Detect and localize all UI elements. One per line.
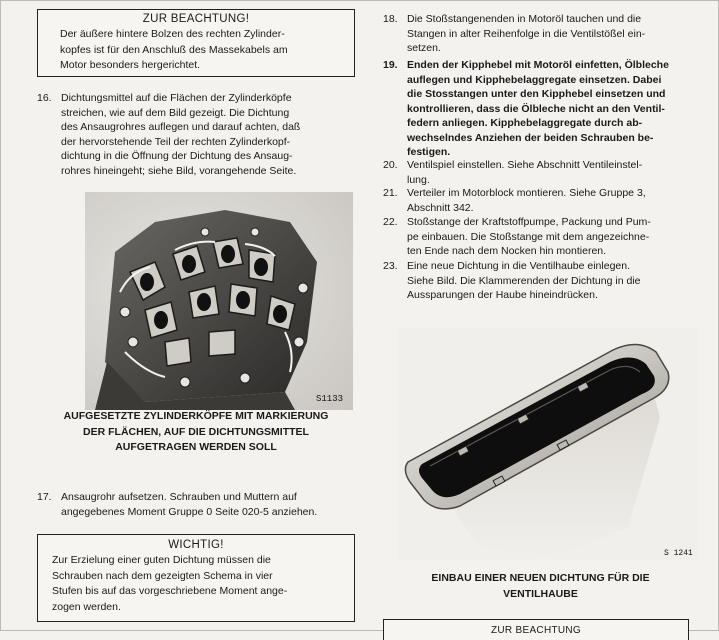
step-line: wechselndes Anziehen der beiden Schrauben be- bbox=[407, 131, 654, 144]
step-number: 21. bbox=[383, 187, 398, 199]
photo-code: S1133 bbox=[316, 394, 344, 404]
step-number: 20. bbox=[383, 159, 398, 171]
notice-zur-beachtung bbox=[37, 9, 355, 77]
step-text bbox=[407, 259, 698, 303]
step-line: auflegen und Kipphebelaggregate einsetzen. Dabei bbox=[407, 73, 662, 86]
step-line: der hervorstehende Teil der rechten Zylinderkopf- bbox=[61, 135, 291, 148]
step-line: pe einbauen. Die Stoßstange mit dem angezeichne- bbox=[407, 230, 650, 243]
step-line: Abschnitt 342. bbox=[407, 201, 474, 214]
step-line: setzen. bbox=[407, 42, 441, 54]
step-line: Ansaugrohr aufsetzen. Schrauben und Muttern auf bbox=[61, 491, 297, 503]
step-number: 17. bbox=[37, 491, 52, 503]
notice-title: ZUR BEACHTUNG! bbox=[142, 13, 250, 25]
step-line: Stangen in alter Reihenfolge in die Ventilstößel ein- bbox=[407, 27, 646, 40]
step-line: Siehe Bild. Die Klammerenden der Dichtung in die bbox=[407, 274, 641, 287]
step-line: Stoßstange der Kraftstoffpumpe, Packung und Pum- bbox=[407, 216, 651, 228]
step-text bbox=[61, 91, 355, 178]
notice-text bbox=[38, 25, 354, 74]
step-text bbox=[407, 186, 698, 215]
step-line: Aussparungen der Haube hineindrücken. bbox=[407, 289, 598, 301]
photo-code: S 1241 bbox=[664, 549, 693, 558]
step-line: streichen, wie auf dem Bild gezeigt. Die Dichtung bbox=[61, 106, 290, 119]
step-line: die Stosstangen unter den Kipphebel einsetzen und bbox=[407, 88, 666, 100]
step-number: 19. bbox=[383, 59, 398, 71]
step-number: 18. bbox=[383, 13, 398, 25]
step-number: 23. bbox=[383, 260, 398, 272]
caption-line: VENTILHAUBE bbox=[503, 587, 578, 600]
caption-line: EINBAU EINER NEUEN DICHTUNG FÜR DIE bbox=[431, 572, 650, 584]
notice-wichtig bbox=[37, 534, 355, 622]
step-line: Eine neue Dichtung in die Ventilhaube einlegen. bbox=[407, 260, 631, 272]
cylinder-heads-illustration bbox=[85, 192, 353, 410]
caption-line: DER FLÄCHEN, AUF DIE DICHTUNGSMITTEL bbox=[83, 425, 309, 438]
notice-line: Schrauben nach dem gezeigten Schema in vier bbox=[52, 569, 273, 582]
notice-title: ZUR BEACHTUNG bbox=[490, 625, 581, 636]
step-text bbox=[407, 12, 698, 56]
step-line: kontrollieren, dass die Ölbleche nicht an den Ventil- bbox=[407, 102, 665, 115]
step-line: dichtung in die Öffnung der Dichtung des Ansaug- bbox=[61, 150, 293, 162]
step-text bbox=[407, 215, 698, 259]
step-line: Die Stoßstangenenden in Motoröl tauchen und die bbox=[407, 13, 642, 25]
step-line: festigen. bbox=[407, 146, 451, 158]
notice-text bbox=[38, 551, 354, 615]
step-line: federn anliegen. Kipphebelaggregate durch ab- bbox=[407, 117, 643, 129]
notice-cut-off bbox=[383, 619, 689, 640]
photo-valve-cover bbox=[398, 328, 698, 560]
notice-title: WICHTIG! bbox=[168, 539, 224, 551]
step-line: des Ansaugrohres auflegen und darauf achten, daß bbox=[61, 121, 301, 133]
step-text bbox=[61, 490, 355, 519]
step-line: rohres hineingeht; siehe Bild, vorangehende Seite. bbox=[61, 164, 297, 177]
notice-line: kopfes ist für den Anschluß des Massekabels am bbox=[60, 43, 288, 56]
step-line: angegebenes Moment Gruppe 0 Seite 020-5 anziehen. bbox=[61, 505, 318, 518]
figure-caption bbox=[383, 571, 698, 602]
notice-line: zogen werden. bbox=[52, 600, 121, 613]
step-line: Dichtungsmittel auf die Flächen der Zylinderköpfe bbox=[61, 92, 292, 104]
figure-caption bbox=[37, 409, 355, 456]
caption-line: AUFGETRAGEN WERDEN SOLL bbox=[115, 441, 277, 453]
photo-cylinder-heads bbox=[85, 192, 353, 410]
step-line: Enden der Kipphebel mit Motoröl einfetten, Ölbleche bbox=[407, 59, 669, 71]
caption-line: AUFGESETZTE ZYLINDERKÖPFE MIT MARKIERUNG bbox=[63, 410, 329, 422]
valve-cover-illustration bbox=[398, 328, 698, 560]
notice-line: Zur Erzielung einer guten Dichtung müssen die bbox=[52, 554, 271, 566]
step-number: 16. bbox=[37, 92, 52, 104]
notice-line: Motor besonders hergerichtet. bbox=[60, 59, 201, 71]
notice-line: Stufen bis auf das vorgeschriebene Moment ange- bbox=[52, 585, 288, 597]
step-line: Ventilspiel einstellen. Siehe Abschnitt Ventileinstel- bbox=[407, 159, 643, 171]
step-line: Verteiler im Motorblock montieren. Siehe Gruppe 3, bbox=[407, 187, 646, 199]
notice-line: Der äußere hintere Bolzen des rechten Zylinder- bbox=[60, 28, 285, 40]
step-text bbox=[407, 158, 698, 187]
step-text bbox=[407, 58, 698, 160]
step-number: 22. bbox=[383, 216, 398, 228]
step-line: ten Ende nach dem Nocken hin montieren. bbox=[407, 245, 607, 257]
step-line: lung. bbox=[407, 173, 430, 186]
